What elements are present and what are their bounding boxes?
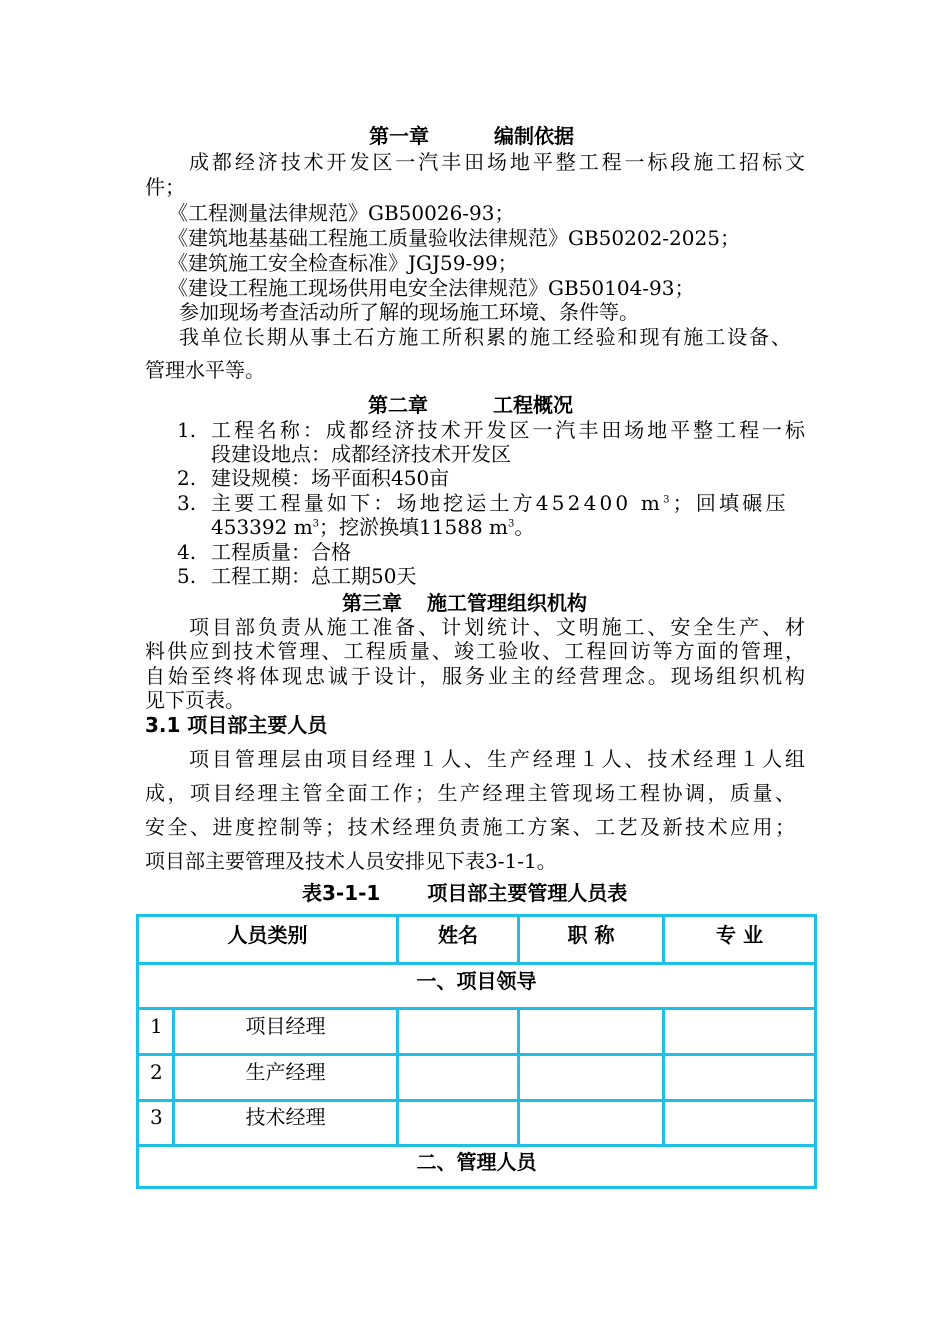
ch2-item-3-text xyxy=(211,491,807,515)
ch1-line-1: 成都经济技术开发区一汽丰田场地平整工程一标段施工招标文 xyxy=(189,150,805,174)
group-management-staff: 二、管理人员 xyxy=(416,1150,537,1174)
ch2-item-3-number: 3. xyxy=(177,491,197,515)
table-caption xyxy=(302,881,627,905)
ch3-line-1: 项目部负责从施工准备、计划统计、文明施工、安全生产、材 xyxy=(189,615,805,639)
ch2-item-5-text: 工程工期：总工期50天 xyxy=(211,564,417,588)
table-rule xyxy=(139,1007,814,1010)
header-title: 职 称 xyxy=(567,923,615,947)
ch2-item-3-cont-c: 。 xyxy=(514,515,535,539)
chapter-2-number: 第二章 xyxy=(368,393,428,417)
ch3-para-line-1: 项目管理层由项目经理１人、生产经理１人、技术经理１人组 xyxy=(189,747,805,771)
ch2-item-1-cont: 段建设地点：成都经济技术开发区 xyxy=(211,442,511,466)
chapter-1-name: 编制依据 xyxy=(493,124,574,148)
chapter-2-title xyxy=(368,393,573,417)
chapter-3-title xyxy=(342,591,587,615)
ch2-item-3-text-a: 主要工程量如下：场地挖运土方452400 m xyxy=(211,491,664,515)
ch3-line-3: 自始至终将体现忠诚于设计，服务业主的经营理念。现场组织机构 xyxy=(145,664,805,688)
ch1-line-4: 《建筑地基基础工程施工质量验收法律规范》GB50202-2025； xyxy=(168,226,740,250)
table-rule xyxy=(396,1007,399,1144)
ch2-item-3-sup-a: 3 xyxy=(663,494,673,506)
ch3-para-line-3: 安全、进度控制等；技术经理负责施工方案、工艺及新技术应用； xyxy=(145,815,795,839)
ch2-item-3-sup-b: 3 xyxy=(312,518,320,530)
ch2-item-3-cont-b: ；挖淤换填11588 m xyxy=(319,515,508,539)
ch2-item-3-cont xyxy=(211,515,534,539)
section-3-1-title: 3.1 项目部主要人员 xyxy=(145,713,328,737)
ch1-line-3: 《工程测量法律规范》GB50026-93； xyxy=(168,201,515,225)
ch2-item-4-text: 工程质量：合格 xyxy=(211,540,351,564)
ch2-item-5-number: 5. xyxy=(177,564,197,588)
row-1-number: 1 xyxy=(150,1014,163,1038)
ch3-line-4: 见下页表。 xyxy=(145,688,245,712)
table-rule xyxy=(139,962,814,965)
ch2-item-1-text: 工程名称：成都经济技术开发区一汽丰田场地平整工程一标 xyxy=(211,418,805,442)
ch1-line-9: 管理水平等。 xyxy=(145,358,265,382)
table-rule xyxy=(139,1053,814,1056)
group-project-leaders: 一、项目领导 xyxy=(416,969,537,993)
ch1-line-7: 参加现场考查活动所了解的现场施工环境、条件等。 xyxy=(179,300,639,324)
table-rule xyxy=(517,1007,520,1144)
ch2-item-1-number: 1. xyxy=(177,418,197,442)
row-3-number: 3 xyxy=(150,1105,163,1129)
ch2-item-3-cont-a: 453392 m xyxy=(211,515,313,539)
row-2-role: 生产经理 xyxy=(245,1060,326,1084)
ch2-item-2-number: 2. xyxy=(177,466,197,490)
row-2-number: 2 xyxy=(150,1060,163,1084)
chapter-3-name: 施工管理组织机构 xyxy=(426,591,587,615)
chapter-3-number: 第三章 xyxy=(342,591,402,615)
table-caption-title: 项目部主要管理人员表 xyxy=(427,881,628,905)
ch2-item-3-sup-c: 3 xyxy=(508,518,515,530)
table-rule xyxy=(662,1007,665,1144)
ch2-item-3-text-b: ；回填碾压 xyxy=(672,491,789,515)
ch2-item-2-text: 建设规模：场平面积450亩 xyxy=(211,466,450,490)
table-rule xyxy=(139,1099,814,1102)
header-name: 姓名 xyxy=(438,923,478,947)
header-category: 人员类别 xyxy=(227,923,308,947)
row-1-role: 项目经理 xyxy=(245,1014,326,1038)
ch1-line-8: 我单位长期从事土石方施工所积累的施工经验和现有施工设备、 xyxy=(179,325,791,349)
ch1-line-2: 件； xyxy=(145,175,185,199)
ch1-line-6: 《建设工程施工现场供用电安全法律规范》GB50104-93； xyxy=(168,276,695,300)
ch2-item-4-number: 4. xyxy=(177,540,197,564)
row-3-role: 技术经理 xyxy=(245,1105,326,1129)
ch3-para-line-2: 成，项目经理主管全面工作；生产经理主管现场工程协调，质量、 xyxy=(145,781,795,805)
chapter-1-title xyxy=(369,124,574,148)
header-specialty: 专 业 xyxy=(716,923,763,947)
ch3-para-line-4: 项目部主要管理及技术人员安排见下表3-1-1。 xyxy=(145,849,557,873)
chapter-2-name: 工程概况 xyxy=(492,393,573,417)
table-caption-number: 表3-1-1 xyxy=(302,881,381,905)
ch3-line-2: 料供应到技术管理、工程质量、竣工验收、工程回访等方面的管理， xyxy=(145,639,805,663)
chapter-1-number: 第一章 xyxy=(369,124,429,148)
ch1-line-5: 《建筑施工安全检查标准》JGJ59-99； xyxy=(168,251,518,275)
table-rule xyxy=(139,1144,814,1147)
staff-table xyxy=(136,914,817,1189)
